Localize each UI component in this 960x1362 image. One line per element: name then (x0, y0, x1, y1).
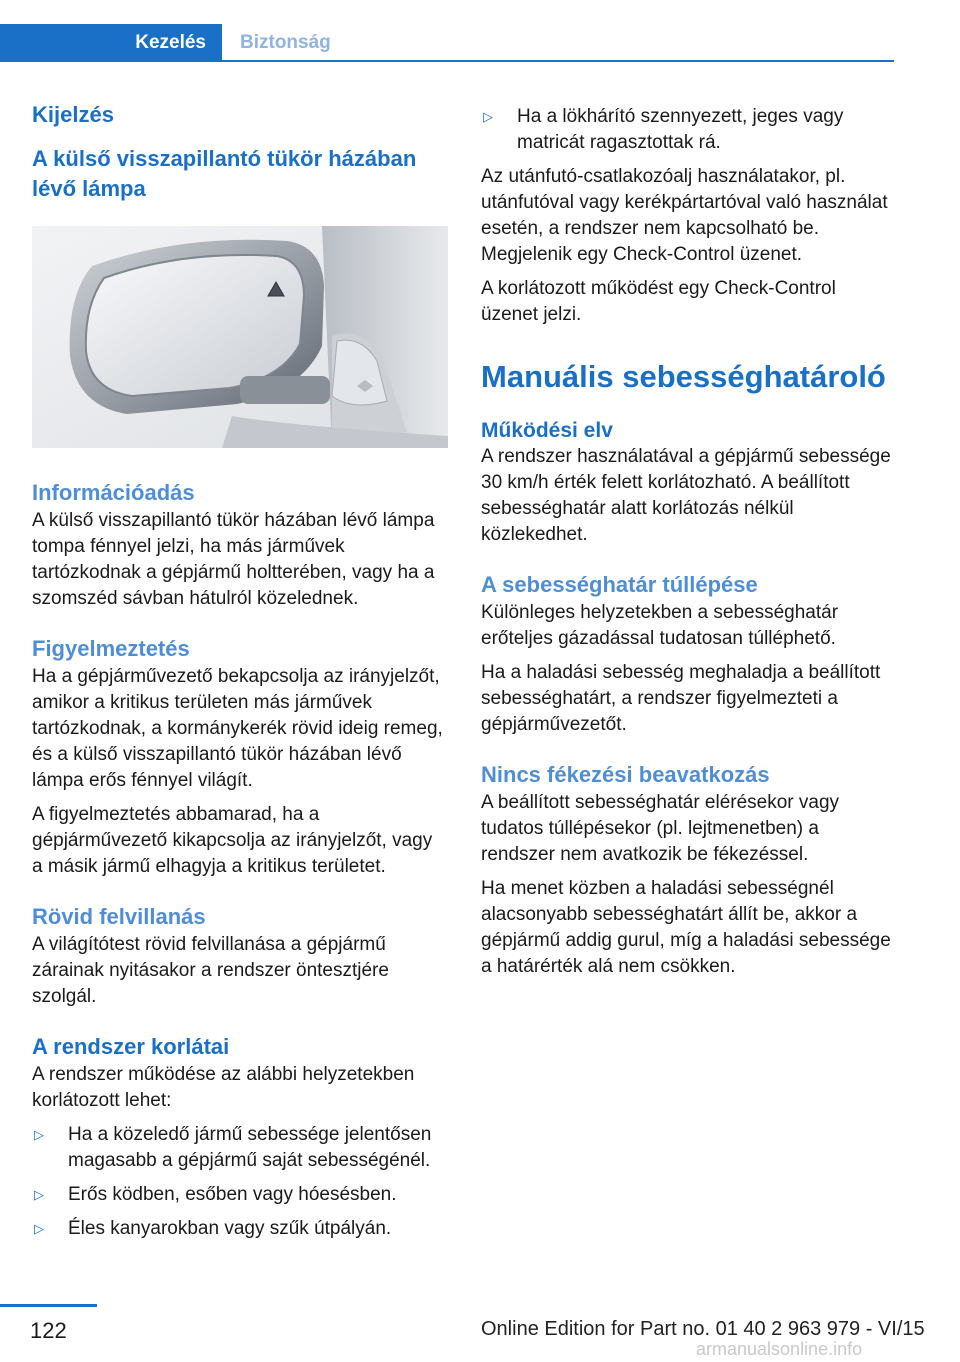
principle-paragraph: A rendszer használatával a gépjármű sebessége 30 km/h érték felett korlátozható. A beállított sebességhatár alatt korlátozás nélkül közlekedhet. (481, 446, 891, 545)
watermark: armanualsonline.info (696, 1339, 863, 1359)
header-rule (222, 60, 894, 62)
list-item: ▷ Éles kanyarokban vagy szűk útpályán. (32, 1216, 448, 1242)
heading-information: Információadás (32, 480, 195, 505)
right-column (481, 100, 897, 980)
trailer-paragraph: Az utánfutó-csatlakozóalj használatakor, pl. utánfutóval vagy kerékpártartóval való használat esetén, a rendszer nem kapcsolható be. Megjelenik egy Check-Control üzenet. (481, 166, 888, 265)
list-item: ▷ Ha a közeledő jármű sebessége jelentősen magasabb a gépjármű saját sebességénél. (32, 1122, 448, 1174)
heading-mirror-lamp: A külső visszapillantó tükör házában lévő lámpa (32, 146, 417, 201)
heading-operating-principle: Működési elv (481, 419, 613, 442)
limited-function-paragraph: A korlátozott működést egy Check-Control üzenet jelzi. (481, 278, 836, 325)
warning-paragraph-2: A figyelmeztetés abbamarad, ha a gépjárművezető kikapcsolja az irányjelzőt, vagy a másik jármű elhagyja a kritikus területet. (32, 804, 433, 877)
header-tabs (0, 24, 349, 62)
nobrake-paragraph-1: A beállított sebességhatár elérésekor vagy tudatos túllépésekor (pl. lejtmenetben) a rendszer nem avatkozik be fékezéssel. (481, 792, 840, 865)
triangle-bullet-icon: ▷ (483, 109, 493, 124)
page-number: 122 (30, 1318, 67, 1343)
heading-no-braking: Nincs fékezési beavatkozás (481, 762, 770, 787)
triangle-bullet-icon: ▷ (34, 1221, 44, 1236)
heading-system-limits: A rendszer korlátai (32, 1034, 230, 1059)
triangle-bullet-icon: ▷ (34, 1127, 44, 1142)
heading-exceeding-limit: A sebességhatár túllépése (481, 572, 758, 597)
edition-note: Online Edition for Part no. 01 40 2 963 979 - VI/15 (481, 1318, 925, 1340)
exceed-paragraph-2: Ha a haladási sebesség meghaladja a beállított sebességhatárt, a rendszer figyelmezteti a gépjárművezetőt. (481, 662, 881, 735)
list-item: ▷ Erős ködben, esőben vagy hóesésben. (32, 1182, 448, 1208)
heading-warning: Figyelmeztetés (32, 636, 190, 661)
heading-short-flash: Rövid felvillanás (32, 904, 206, 929)
tab-kezeles[interactable]: Kezelés (0, 24, 222, 62)
list-item: ▷ Ha a lökhárító szennyezett, jeges vagy matricát ragasztottak rá. (481, 104, 897, 156)
flash-paragraph: A világítótest rövid felvillanása a gépjármű zárainak nyitásakor a rendszer öntesztjére szolgál. (32, 934, 389, 1007)
tab-biztonsag[interactable]: Biztonság (222, 24, 349, 62)
warning-paragraph-1: Ha a gépjárművezető bekapcsolja az irányjelzőt, amikor a kritikus területen más járművek tartózkodnak, a kormánykerék rövid ideig remeg, és a külső visszapillantó tükör házában lévő lámpa erős fénnyel világít. (32, 666, 443, 791)
triangle-bullet-icon: ▷ (34, 1187, 44, 1202)
heading-kijelzes: Kijelzés (32, 102, 114, 127)
heading-manual-speed-limiter: Manuális sebességhatároló (481, 359, 886, 394)
footer-rule (0, 1304, 97, 1307)
mirror-lamp-photo (32, 226, 448, 448)
left-column (32, 100, 448, 1242)
limits-paragraph: A rendszer működése az alábbi helyzetekben korlátozott lehet: (32, 1064, 415, 1111)
nobrake-paragraph-2: Ha menet közben a haladási sebességnél alacsonyabb sebességhatárt állít be, akkor a gépjármű addig gurul, míg a haladási sebessége a határérték alá nem csökken. (481, 878, 891, 977)
exceed-paragraph-1: Különleges helyzetekben a sebességhatár erőteljes gázadással tudatosan túlléphető. (481, 602, 839, 649)
info-paragraph: A külső visszapillantó tükör házában lévő lámpa tompa fénnyel jelzi, ha más járművek tartózkodnak a gépjármű holtterében, vagy ha a szomszéd sávban hátulról közelednek. (32, 510, 435, 609)
